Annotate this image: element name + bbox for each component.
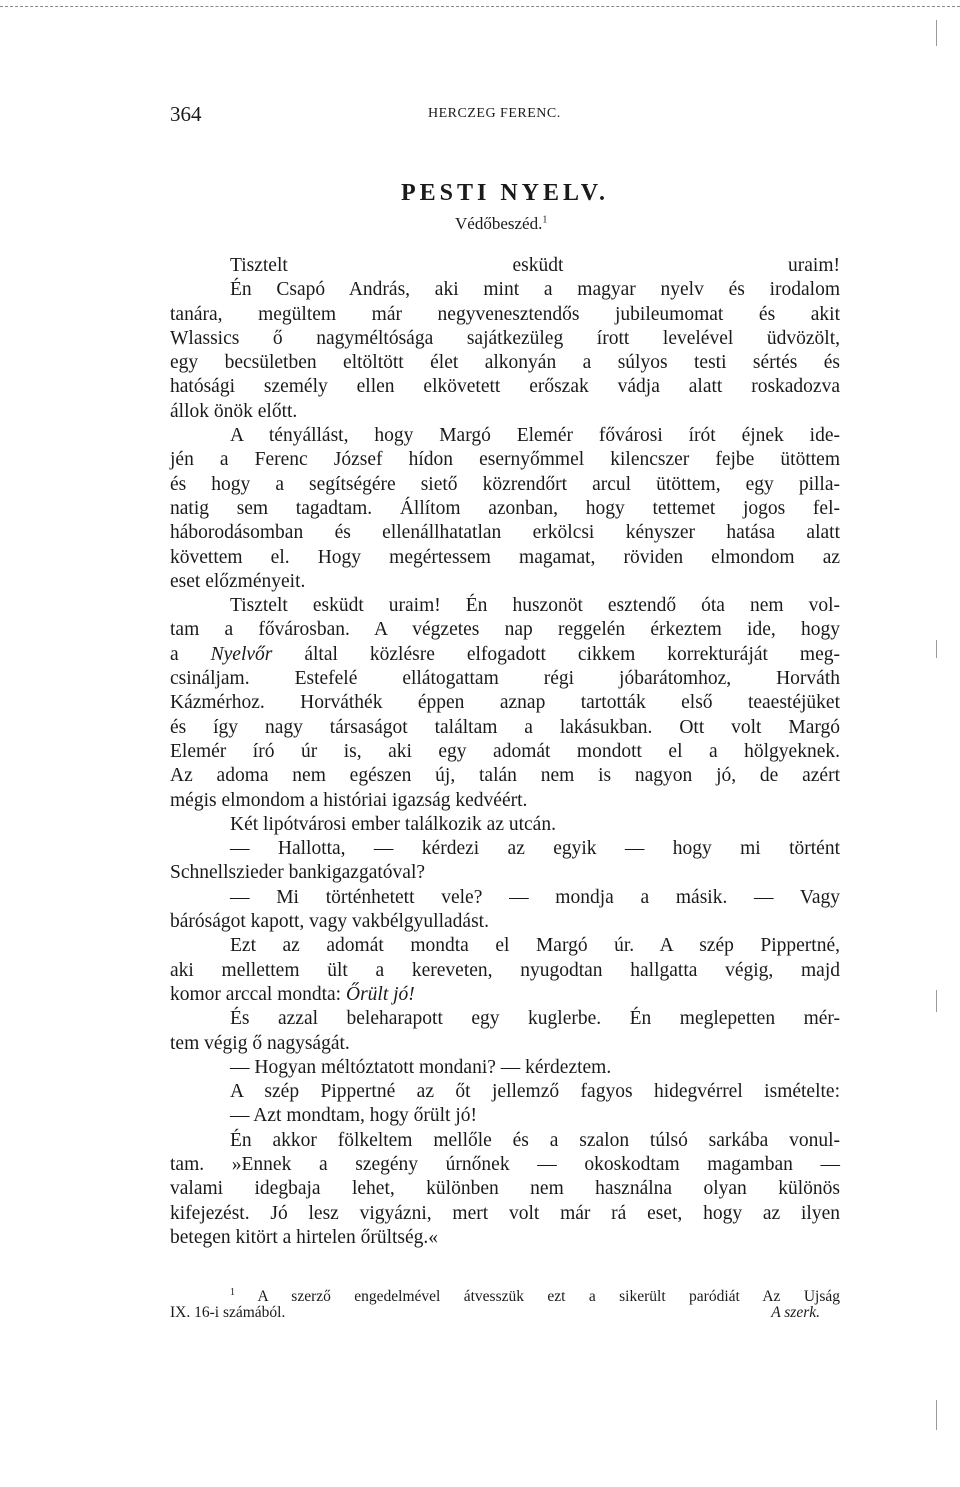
text-line: követtem el. Hogy megértessem magamat, röviden elmondom az	[170, 546, 840, 568]
footnote-text: A szerző engedelmével átvesszük ezt a sikerült paródiát Az Ujság	[257, 1288, 840, 1306]
text-line: És azzal beleharapott egy kuglerbe. Én meglepetten mér-	[230, 1008, 840, 1030]
text-line: csináljam. Estefelé ellátogattam régi jóbarátomhoz, Horváth	[170, 668, 840, 690]
text-line: Tisztelt esküdt uraim!	[230, 255, 840, 276]
text-line: hatósági személy ellen elkövetett erőszak vádja alatt roskadozva	[170, 376, 840, 398]
text-line: báróságot kapott, vagy vakbélgyulladást.	[170, 911, 489, 933]
text-line: betegen kitört a hirtelen őrültség.«	[170, 1226, 439, 1248]
scan-top-edge	[0, 6, 960, 7]
text-line: Ezt az adomát mondta el Margó úr. A szép Pippertné,	[230, 935, 840, 957]
footnote-signature: A szerk.	[771, 1304, 820, 1321]
text-line: háborodásomban és ellenállhatatlan erkölcsi kényszer hatása alatt	[170, 522, 840, 544]
text-line: — Hallotta, — kérdezi az egyik — hogy mi történt	[230, 838, 840, 860]
text-line: tam a fővárosban. A végzetes nap reggelén érkeztem ide, hogy	[170, 619, 840, 641]
body-text	[170, 254, 840, 1250]
footnote-number: 1	[230, 1287, 235, 1298]
footnote-mark: 1	[542, 214, 548, 226]
footnote-line	[170, 1283, 840, 1306]
article-subtitle	[455, 214, 547, 234]
text-line: aki mellettem ült a kereveten, nyugodtan hallgatta végig, majd	[170, 959, 840, 981]
text-line: Az adoma nem egészen új, talán nem is nagyon jó, de azért	[170, 765, 840, 787]
text-line: — Mi történhetett vele? — mondja a másik. — Vagy	[230, 886, 840, 908]
text-line: tem végig ő nagyságát.	[170, 1032, 350, 1054]
text-line: — Azt mondtam, hogy őrült jó!	[230, 1105, 477, 1127]
running-head: HERCZEG FERENC.	[428, 106, 561, 121]
text-line: Kázmérhoz. Horváthék éppen aznap tartották első teaestéjüket	[170, 692, 840, 714]
footnote	[170, 1283, 840, 1323]
text-line: Én akkor fölkeltem mellőle és a szalon túlsó sarkába vonul-	[230, 1129, 840, 1151]
text-line: Schnellszieder bankigazgatóval?	[170, 862, 426, 884]
text-line: A tényállást, hogy Margó Elemér fővárosi írót éjnek ide-	[230, 425, 840, 447]
page-header	[170, 102, 840, 132]
text-line: Wlassics ő nagyméltósága sajátkezüleg írott levelével üdvözölt,	[170, 327, 840, 349]
text-line: és így nagy társaságot találtam a lakásukban. Ott volt Margó	[170, 716, 840, 738]
text-line: eset előzményeit.	[170, 570, 306, 592]
text-line: natig sem tagadtam. Állítom azonban, hogy tettemet jogos fel-	[170, 497, 840, 519]
text-line: a Nyelvőr által közlésre elfogadott cikkem korrekturáját meg-	[170, 643, 841, 665]
footnote-source: IX. 16-i számából.	[170, 1304, 286, 1321]
text-line: komor arccal mondta: Őrült jó!	[170, 983, 415, 1005]
text-line: A szép Pippertné az őt jellemző fagyos hidegvérrel ismételte:	[230, 1081, 840, 1103]
text-line: kifejezést. Jó lesz vigyázni, mert volt már rá eset, hogy az ilyen	[170, 1202, 840, 1224]
text-line: Elemér író úr is, aki egy adomát mondott el a hölgyeknek.	[170, 740, 840, 762]
text-line: Két lipótvárosi ember találkozik az utcán.	[230, 813, 556, 835]
text-line: egy becsületben eltöltött élet alkonyán a súlyos testi sértés és	[170, 352, 840, 374]
text-line: Én Csapó András, aki mint a magyar nyelv és irodalom	[230, 279, 840, 301]
subtitle-text: Védőbeszéd.	[455, 214, 543, 233]
text-line: — Hogyan méltóztatott mondani? — kérdeztem.	[230, 1056, 612, 1078]
text-line: tam. »Ennek a szegény úrnőnek — okoskodtam magamban —	[170, 1153, 840, 1175]
page-number: 364	[170, 102, 202, 126]
text-line: állok önök előtt.	[170, 400, 298, 422]
scan-right-edge	[936, 0, 937, 1487]
footnote-line	[170, 1303, 840, 1323]
text-line: és hogy a segítségére siető közrendőrt arcul ütöttem, egy pilla-	[170, 473, 840, 495]
article-title: PESTI NYELV.	[400, 180, 610, 206]
text-line: jén a Ferenc József hídon esernyőmmel kilencszer fejbe ütöttem	[170, 449, 840, 471]
text-line: mégis elmondom a históriai igazság kedvéért.	[170, 789, 528, 811]
text-line: valami idegbaja lehet, különben nem használna olyan különös	[170, 1178, 840, 1200]
text-line: Tisztelt esküdt uraim! Én huszonöt esztendő óta nem vol-	[230, 595, 840, 617]
text-line: tanára, megültem már negyvenesztendős jubileumomat és akit	[170, 303, 840, 325]
